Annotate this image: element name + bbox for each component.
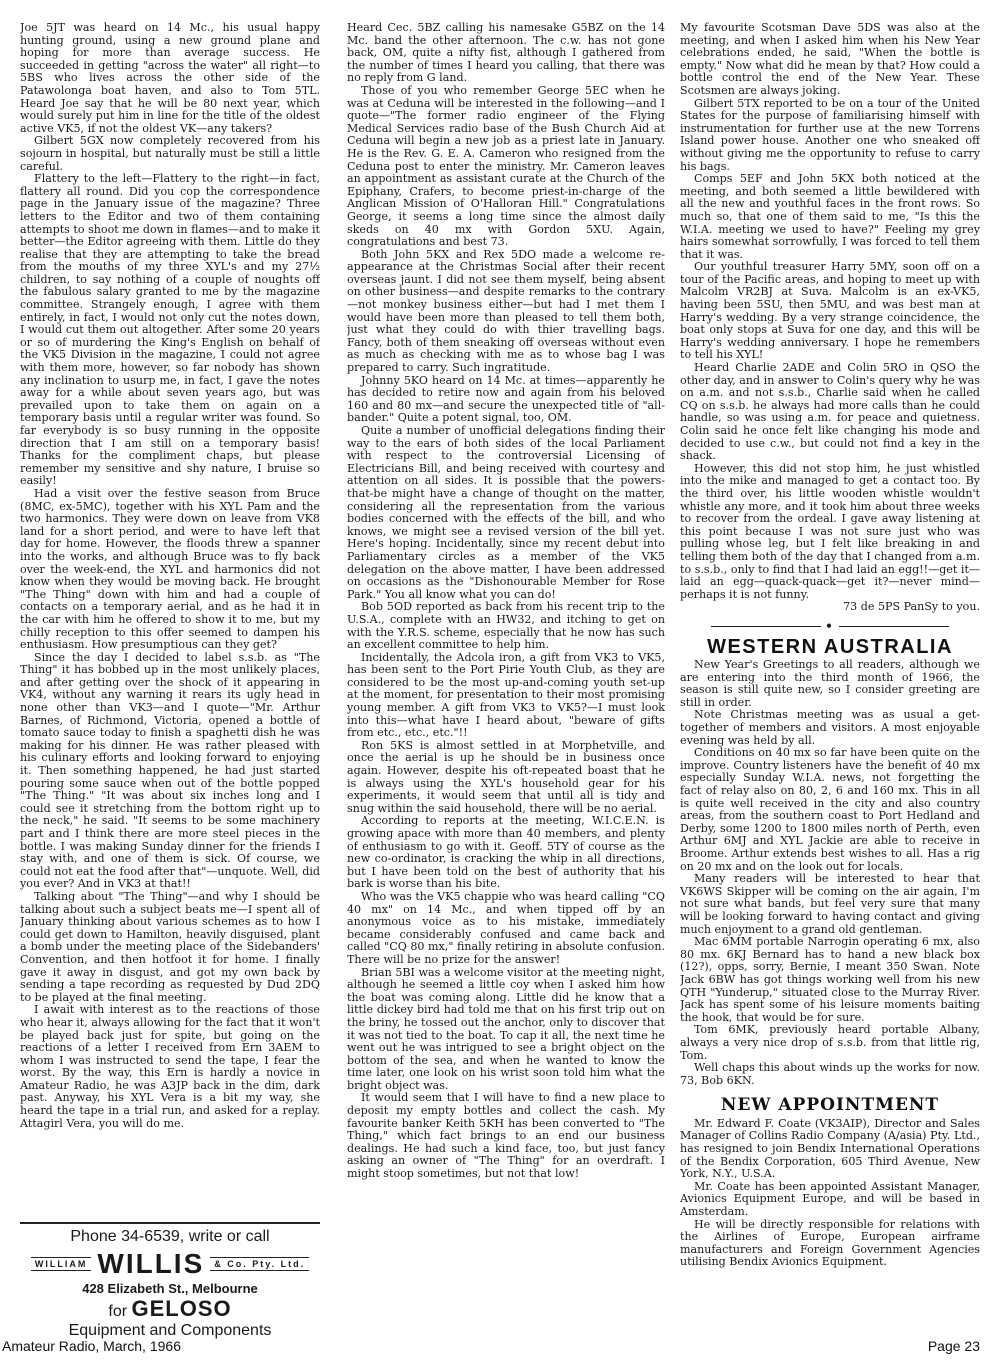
paragraph: Gilbert 5GX now completely recovered from his sojourn in hospital, but naturally must be still a little careful. xyxy=(20,134,320,173)
paragraph: Mac 6MM portable Narrogin operating 6 mx, also 80 mx. 6KJ Bernard has to hand a new black box (12?), opps, sorry, Bernie, I meant 350 Swan. Note Jack 6BW has got things working well from his new QTH "Yunderup," situated close to the Murray River. Jack has spent some of his leisure moments baiting the hook, that would be for sure. xyxy=(680,935,980,1024)
ad-address: 428 Elizabeth St., Melbourne xyxy=(82,1281,258,1296)
paragraph: New Year's Greetings to all readers, although we are entering into the third month of 1966, the season is still quite new, so I consider greeting are still in order. xyxy=(680,658,980,709)
paragraph: Bob 5OD reported as back from his recent trip to the U.S.A., complete with an HW32, and itching to get on with the Y.R.S. scheme, especially that he now has such an excellent committee to help him. xyxy=(347,600,665,652)
paragraph: It would seem that I will have to find a new place to deposit my empty bottles and collect the cash. My favourite banker Keith 5KH has been converted to "The Thing," which fact brings to an end our business dealings. He had such a kind face, too, but just fancy asking an owner of "The Thing" for an overdraft. I might stoop sometimes, but not that low! xyxy=(347,1091,665,1181)
column-3 xyxy=(680,22,980,1352)
page-number: Page 23 xyxy=(927,1338,980,1354)
paragraph: I await with interest as to the reactions of those who hear it, always allowing for the fact that it won't be played back just for spite, but going on the reactions of a letter I received from Ern 3AEM to whom I was instructed to send the tape, I fear the worst. By the way, this Ern is hardly a novice in Amateur Radio, he was A3JP back in the dim, dark past. Anyway, his XYL Vera is a bit my way, she heard the tape in a trial run, and asked for a replay. Attagirl Vera, you will do me. xyxy=(20,1003,320,1130)
paragraph: Talking about "The Thing"—and why I should be talking about such a subject beats me—I spent all of January thinking about various schemes as to how I could get down to Hamilton, heavily disguised, plant a bomb under the meeting place of the Sidebanders' Convention, and then hotfoot it for home. I finally gave it away in disgust, and got my own back by sending a tape recording as requested by Dud 2DQ to be played at the final meeting. xyxy=(20,889,320,1004)
paragraph: Those of you who remember George 5EC when he was at Ceduna will be interested in the following—and I quote—"The former radio engineer of the Flying Medical Services radio base of the Bush Church Aid at Ceduna will begin a new job as a priest late in January. He is the Rev. G. E. A. Cameron who resigned from the Ceduna post to enter the ministry. Mr. Cameron leaves an appointment as assistant curate at the Church of the Epiphany, Crafers, to become priest-in-charge of the Anglican Mission of O'Halloran Hill." Congratulations George, it seems a long time since the almost daily skeds on 40 mx with Gordon 5XU. Again, congratulations and best 73. xyxy=(347,83,665,249)
ad-product-line xyxy=(20,1296,320,1322)
paragraph: However, this did not stop him, he just whistled into the mike and managed to get a contact too. By the third over, his little wooden whistle wouldn't whistle any more, and it took him about three weeks to recover from the ordeal. I gave away listening at this point because I was not sure just who was pulling whose leg, but I felt like breaking in and telling them both of the day that I changed from a.m. to s.s.b., only to find that I had laid an egg!!—get it—laid an egg—quack-quack—get it?—never mind—perhaps it is not funny. xyxy=(680,461,980,601)
paragraph: Conditions on 40 mx so far have been quite on the improve. Country listeners have the benefit of 40 mx especially Sunday W.I.A. news, not forgetting the fact of relay also on 80, 2, 6 and 160 mx. This in all is quite well received in the city and also country areas, from the southern coast to Port Hedland and Derby, some 1200 to 1800 miles north of Perth, even Arthur 6MJ and XYL Jackie are able to receive in Broome. Arthur extends best wishes to all. Has a rig on 20 mx and on the look out for locals. xyxy=(680,746,980,873)
ad-suffix: & Co. Pty. Ltd. xyxy=(210,1257,309,1271)
paragraph: Our youthful treasurer Harry 5MY, soon off on a tour of the Pacific areas, and hoping to meet up with Malcolm VR2BJ at Suva. Malcolm is an ex-VK5, having been 5SU, then 5MU, and was best man at Harry's wedding. By a very strange coincidence, the boat only stops at Suva for one day, and this will be Harry's wedding anniversary. I hope he remembers to tell his XYL! xyxy=(680,260,980,362)
paragraph: Heard Cec. 5BZ calling his namesake G5BZ on the 14 Mc. band the other afternoon. The c.w. has not gone back, OM, quite a nifty fist, although I gathered from the number of times I heard you calling, that there was no reply from G land. xyxy=(347,22,665,85)
paragraph: Heard Charlie 2ADE and Colin 5RO in QSO the other day, and in answer to Colin's query why he was on a.m. and not s.s.b., Charlie said when he called CQ on s.s.b. he always had more calls than he could handle, so was using a.m. for peace and quietness. Colin said he once felt like changing his mode and decided to use c.w., but could not find a key in the shack. xyxy=(680,361,980,463)
signoff: 73 de 5PS PanSy to you. xyxy=(843,600,980,614)
paragraph: Many readers will be interested to hear that VK6WS Skipper will be coming on the air again, I'm not sure what bands, but feel very sure that many will be looking forward to having contact and giving much enjoyment to a grand old gentleman. xyxy=(680,872,980,936)
section-divider: • xyxy=(680,620,980,633)
new-appointment-heading: NEW APPOINTMENT xyxy=(720,1095,940,1116)
willis-advertisement xyxy=(20,1222,320,1339)
paragraph: Both John 5KX and Rex 5DO made a welcome re-appearance at the Christmas Social after their recent overseas jaunt. I did not see them myself, being absent on other business—and despite remarks to the contrary—not monkey business either—but had I met them I would have been more than pleased to tell them both, just what they could do with thier travelling bags. Fancy, both of them sneaking off overseas without even as much as checking with me as to whose bag I was prepared to carry. Such ingratitude. xyxy=(347,247,665,375)
ad-product: GELOSO xyxy=(131,1296,232,1321)
ad-for-word: for xyxy=(108,1303,128,1320)
paragraph: Well chaps this about winds up the works for now. 73, Bob 6KN. xyxy=(680,1061,980,1087)
ad-phone-line: Phone 34-6539, write or call xyxy=(70,1228,270,1245)
paragraph: Mr. Edward F. Coate (VK3AIP), Director and Sales Manager of Collins Radio Company (A/asia) Pty. Ltd., has resigned to join Bendix International Operations of the Bendix Corporation, 605 Third Avenue, New York, N.Y., U.S.A. xyxy=(680,1116,980,1181)
paragraph: Ron 5KS is almost settled in at Morphetville, and once the aerial is up he should be in business once again. However, despite his oft-repeated boast that he is always using the XYL's household gear for his experiments, it would seem that until all is tidy and snug within the said household, there will be no aerial. xyxy=(347,738,665,815)
paragraph: Quite a number of unofficial delegations finding their way to the ears of both sides of the local Parliament with respect to the controversial Licensing of Electricians Bill, and being received with courtesy and attention on all sides. It is possible that the powers-that-be might have a change of thought on the matter, considering all the representation from the various bodies concerned with the effects of the bill, and who knows, we might see a revised version of the bill yet. Here's hoping. Incidentally, since my recent debut into Parliamentary circles as a member of the VK5 delegation on the above matter, I have been addressed on occasions as the "Dishonourable Member for Rose Park." You all know what you can do! xyxy=(347,424,665,601)
paragraph: Mr. Coate has been appointed Assistant Manager, Avionics Equipment Europe, and will be based in Amsterdam. xyxy=(680,1179,980,1219)
paragraph: Incidentally, the Adcola iron, a gift from VK3 to VK5, has been sent to the Port Pirie Youth Club, as they are considered to be the most up-and-coming youth set-up at the moment, for presentation to their most promising young member. A gift from VK3 to VK5?—I must look into this—what have I heard about, "beware of gifts from etc., etc., etc."!! xyxy=(347,650,665,740)
paragraph: My favourite Scotsman Dave 5DS was also at the meeting, and when I asked him when his New Year celebrations ended, he said, "When the bottle is empty." Now what did he mean by that? How could a bottle control the end of the New Year. These Scotsmen are always joking. xyxy=(680,22,980,97)
paragraph: Flattery to the left—Flattery to the right—in fact, flattery all round. Did you cop the correspondence page in the January issue of the magazine? Three letters to the Editor and two of them containing attempts to shoot me down in flames—and to make it better—the Editor agreeing with them. Little do they realise that they are attempting to take the bread from the mouths of my three XYL's and my 27½ children, to say nothing of a couple of noughts off the fabulous salary granted to me by the magazine committee. Strangely enough, I agree with them entirely, in fact, I would not only cut the notes down, I would cut them out altogether. After some 20 years or so of murdering the King's English on behalf of the VK5 Division in the magazine, I could not agree with them more, however, so far nobody has shown any inclination to usurp me, in fact, I gave the notes away for a while about seven years ago, but was prevailed upon to take them on again on a temporary basis until a regular writer was found. So far everybody is so busy running in the opposite direction that I am still on a temporary basis! Thanks for the compliment chaps, but please remember my sensitive and shy nature, I bruise so easily! xyxy=(20,172,320,488)
ad-tagline: Equipment and Components xyxy=(68,1322,272,1339)
paragraph: Had a visit over the festive season from Bruce (8MC, ex-5MC), together with his XYL Pam and the two harmonics. They were down on leave from VK8 land for a short period, and were to have left that day for home. However, the floods threw a spanner into the works, and although Bruce was to fly back over the week-end, the XYL and harmonics did not know when they would be moving back. He brought "The Thing" down with him and had a couple of contacts on a temporary aerial, and as he had it in the car with him he offered to show it to me, but my chilly reception to this offer seemed to dampen his enthusiasm. How presumptious can they get? xyxy=(20,486,320,652)
paragraph: According to reports at the meeting, W.I.C.E.N. is growing apace with more than 40 members, and plenty of enthusiasm to go with it. Geoff. 5TY of course as the new co-ordinator, is cracking the whip in all directions, but I have been told on the best of authority that his bark is worse than his bite. xyxy=(347,814,665,891)
column-1 xyxy=(20,22,320,1217)
paragraph: Tom 6MK, previously heard portable Albany, always a very nice drop of s.s.b. from that little rig, Tom. xyxy=(680,1023,980,1062)
paragraph: Since the day I decided to label s.s.b. as "The Thing" it has bobbed up in the most unlikely places, and after getting over the shock of it appearing in VK4, without any warning it rears its ugly head in none other than VK3—and I quote—"Mr. Arthur Barnes, of Richmond, Victoria, opened a bottle of tomato sauce today to finish a spaghetti dish he was making for his dinner. He was rather pleased with his culinary efforts and looking forward to enjoying it. Then something happened, he had just started pouring some sauce when out of the bottle popped "The Thing." "It was about six inches long and I could see it stretching from the bottom right up to the neck," he said. "It seems to be some machinery part and I think there are more steel pieces in the bottle. I was making Sunday dinner for the friends I stay with, and one of them is sick. Of course, we could not eat the food after that"—unquote. Well, did you ever? And in VK3 at that!! xyxy=(20,650,320,891)
paragraph: Comps 5EF and John 5KX both noticed at the meeting, and both seemed a little bewildered with all the new and youthful faces in the front rows. So much so, that one of them said to me, "Is this the W.I.A. meeting we used to have?" Feeling my grey hairs somewhat sorrowfully, I was forced to tell them that it was. xyxy=(680,172,980,261)
western-australia-heading: WESTERN AUSTRALIA xyxy=(707,635,953,658)
ad-brand-line xyxy=(20,1248,320,1280)
ad-prefix: WILLIAM xyxy=(31,1257,92,1271)
footer-publication: Amateur Radio, March, 1966 xyxy=(2,1338,181,1354)
paragraph: Gilbert 5TX reported to be on a tour of the United States for the purpose of familiarising himself with instrumentation for further use at the new Torrens Island power house. Another one who sneaked off without giving me the opportunity to refuse to carry his bags. xyxy=(680,96,980,173)
paragraph: Joe 5JT was heard on 14 Mc., his usual happy hunting ground, using a new ground plane and hoping for more than average success. He succeeded in getting "across the water" all right—to 5BS who lives across the other side of the Patawolonga boat haven, and also to Tom 5TL. Heard Joe say that he will be 80 next year, which would surely put him in line for the title of the oldest active VK5, if not the oldest VK—any takers? xyxy=(20,22,320,135)
paragraph: Who was the VK5 chappie who was heard calling "CQ 40 mx" on 14 Mc., and when tipped off by an anonymous voice as to his mistake, immediately became considerably confused and came back and called "CQ 80 mx," finally retiring in absolute confusion. There will be no prize for the answer! xyxy=(347,889,665,966)
paragraph: Brian 5BI was a welcome visitor at the meeting night, although he seemed a little coy when I asked him how the boat was coming along. Little did he know that a little dickey bird had told me that on his first trip out on the briny, he tossed out the anchor, only to discover that it was not tied to the boat. To cap it all, the next time he went out he was intrigued to see a bright object on the bottom of the sea, and when he wanted to know the time later, one look on his wrist soon told him what the bright object was. xyxy=(347,965,665,1092)
paragraph: Note Christmas meeting was as usual a get-together of members and visitors. A most enjoyable evening was held by all. xyxy=(680,708,980,747)
column-2 xyxy=(347,22,665,1352)
paragraph: Johnny 5KO heard on 14 Mc. at times—apparently he has decided to retire now and again from his beloved 160 and 80 mx—and secure the unexpected title of "all-bander." Quite a potent signal, too, OM. xyxy=(347,373,665,425)
paragraph: He will be directly responsible for relations with the Airlines of Europe, European airframe manufacturers and Foreign Government Agencies utilising Bendix Avionics Equipment. xyxy=(680,1217,980,1269)
ad-brand: WILLIS xyxy=(97,1248,205,1279)
